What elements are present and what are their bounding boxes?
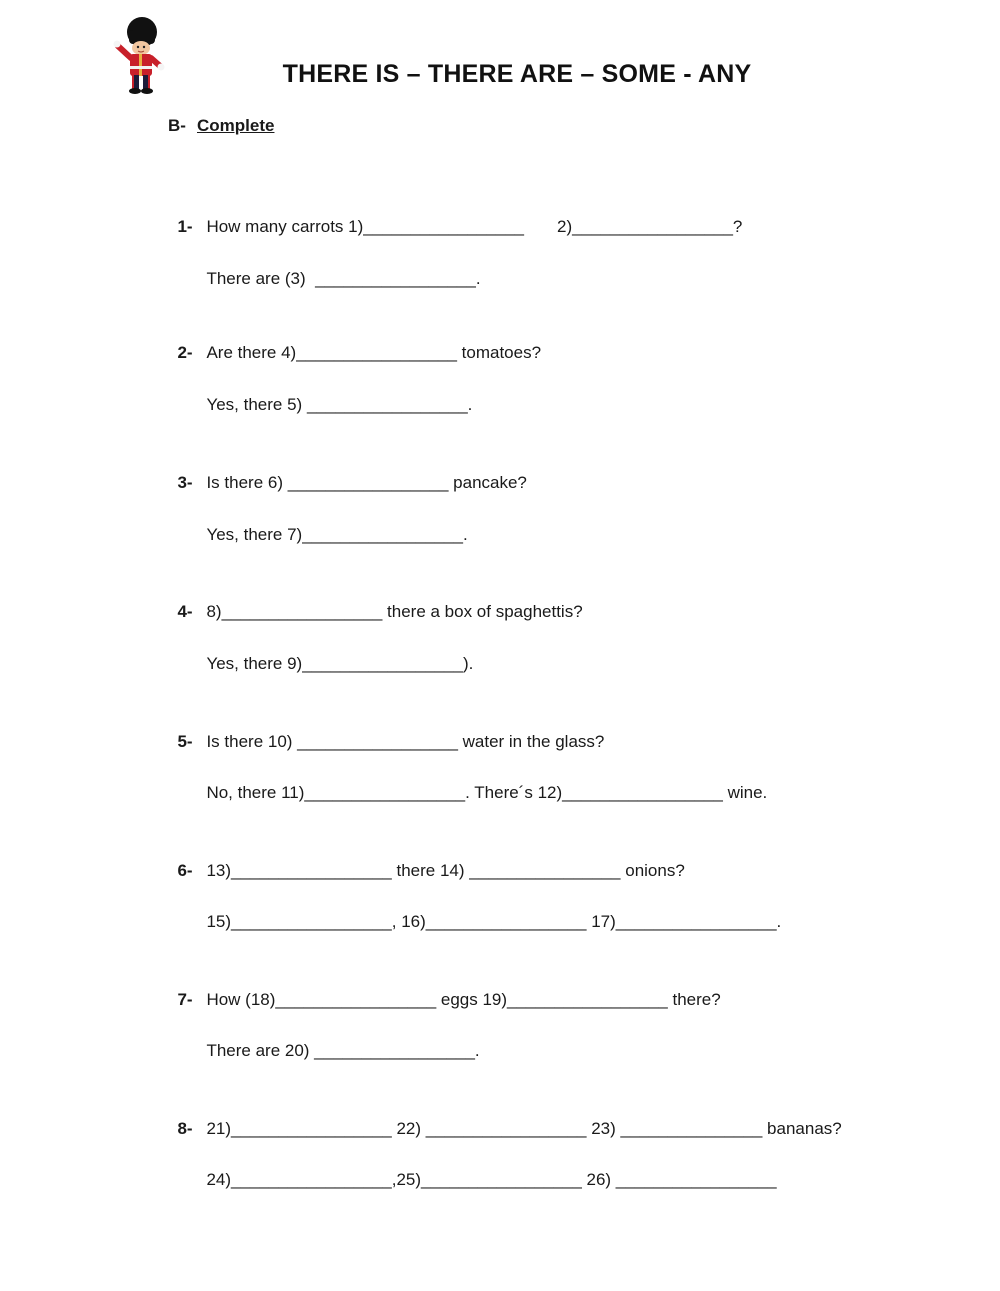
question-text: 21)_________________ 22) _________________ 23) _______________ bananas? <box>206 1119 842 1138</box>
question-8 <box>168 1096 842 1140</box>
answer-6 <box>168 889 781 933</box>
worksheet-title: THERE IS – THERE ARE – SOME - ANY <box>282 60 752 88</box>
question-2 <box>168 320 541 364</box>
answer-text: Yes, there 9)_________________). <box>206 654 474 673</box>
question-7 <box>168 967 721 1011</box>
answer-text: There are 20) _________________. <box>206 1041 480 1060</box>
answer-5 <box>168 760 767 804</box>
question-number: 6- <box>177 861 193 880</box>
question-text: How many carrots 1)_________________ 2)_________________? <box>206 217 743 236</box>
question-number: 8- <box>177 1119 193 1138</box>
question-number: 1- <box>177 217 193 236</box>
question-4 <box>168 579 583 623</box>
question-3 <box>168 450 527 494</box>
question-number: 4- <box>177 602 193 621</box>
answer-8 <box>168 1147 777 1191</box>
answer-3 <box>168 502 468 546</box>
question-5 <box>168 709 604 753</box>
question-text: 13)_________________ there 14) ________________ onions? <box>206 861 685 880</box>
question-6 <box>168 838 685 882</box>
question-text: 8)_________________ there a box of spaghettis? <box>206 602 583 621</box>
question-number: 7- <box>177 990 193 1009</box>
answer-text: Yes, there 7)_________________. <box>206 525 468 544</box>
answer-text: There are (3) _________________. <box>206 269 481 288</box>
section-heading <box>168 116 274 136</box>
question-text: How (18)_________________ eggs 19)_________________ there? <box>206 990 721 1009</box>
section-title: Complete <box>197 116 275 135</box>
section-number: B- <box>168 116 186 135</box>
question-text: Is there 10) _________________ water in the glass? <box>206 732 605 751</box>
answer-7 <box>168 1018 480 1062</box>
answer-text: 15)_________________, 16)_________________ 17)_________________. <box>206 912 782 931</box>
answer-text: No, there 11)_________________. There´s 12)_________________ wine. <box>206 783 768 802</box>
answer-1 <box>168 246 481 290</box>
question-number: 5- <box>177 732 193 751</box>
question-number: 2- <box>177 343 193 362</box>
answer-2 <box>168 372 472 416</box>
question-1 <box>168 194 742 238</box>
question-text: Are there 4)_________________ tomatoes? <box>206 343 542 362</box>
question-text: Is there 6) _________________ pancake? <box>206 473 527 492</box>
answer-text: Yes, there 5) _________________. <box>206 395 473 414</box>
question-number: 3- <box>177 473 193 492</box>
answer-4 <box>168 631 473 675</box>
answer-text: 24)_________________,25)_________________ 26) _________________ <box>206 1170 777 1189</box>
